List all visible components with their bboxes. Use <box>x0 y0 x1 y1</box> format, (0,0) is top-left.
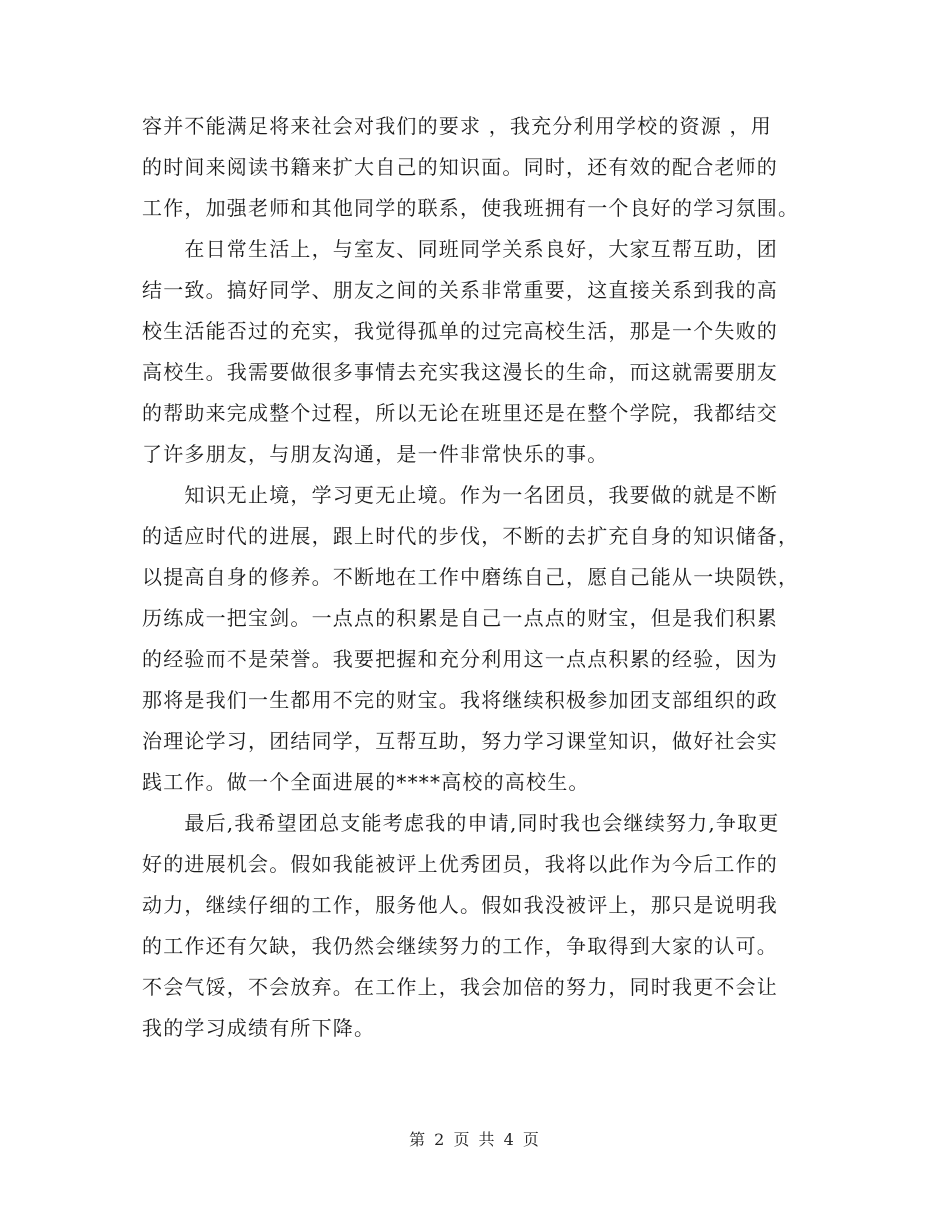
body-text-line: 校生活能否过的充实，我觉得孤单的过完高校生活，那是一个失败的 <box>142 319 778 343</box>
body-text-line: 工作，加强老师和其他同学的联系，使我班拥有一个良好的学习氛围。 <box>142 196 800 220</box>
body-text-line: 了许多朋友，与朋友沟通，是一件非常快乐的事。 <box>142 442 609 466</box>
body-text-line: 动力，继续仔细的工作，服务他人。假如我没被评上，那只是说明我 <box>142 893 778 917</box>
body-text-line: 知识无止境，学习更无止境。作为一名团员，我要做的就是不断 <box>142 483 778 507</box>
body-text-line: 以提高自身的修养。不断地在工作中磨练自己，愿自己能从一块陨铁， <box>142 565 800 589</box>
body-text-line: 高校生。我需要做很多事情去充实我这漫长的生命，而这就需要朋友 <box>142 360 778 384</box>
body-text-line: 我的学习成绩有所下降。 <box>142 1016 376 1040</box>
body-text-line: 结一致。搞好同学、朋友之间的关系非常重要，这直接关系到我的高 <box>142 278 778 302</box>
body-text-line: 治理论学习，团结同学，互帮互助，努力学习课堂知识，做好社会实 <box>142 729 778 753</box>
page-number-footer: 第 2 页 共 4 页 <box>409 1130 541 1149</box>
body-text-line: 不会气馁，不会放弃。在工作上，我会加倍的努力，同时我更不会让 <box>142 975 778 999</box>
body-text-line: 的时间来阅读书籍来扩大自己的知识面。同时，还有效的配合老师的 <box>142 155 778 179</box>
body-text-line: 的帮助来完成整个过程，所以无论在班里还是在整个学院，我都结交 <box>142 401 778 425</box>
body-text-line: 的经验而不是荣誉。我要把握和充分利用这一点点积累的经验，因为 <box>142 647 778 671</box>
body-text-line: 历练成一把宝剑。一点点的积累是自己一点点的财宝，但是我们积累 <box>142 606 778 630</box>
body-text-line: 好的进展机会。假如我能被评上优秀团员，我将以此作为今后工作的 <box>142 852 778 876</box>
body-text-line: 的适应时代的进展，跟上时代的步伐，不断的去扩充自身的知识储备， <box>142 524 800 548</box>
body-text-line: 的工作还有欠缺，我仍然会继续努力的工作，争取得到大家的认可。 <box>142 934 778 958</box>
body-text-line: 容并不能满足将来社会对我们的要求 ，我充分利用学校的资源 ，用 <box>142 114 772 138</box>
body-text-line: 那将是我们一生都用不完的财宝。我将继续积极参加团支部组织的政 <box>142 688 778 712</box>
body-text-line: 最后,我希望团总支能考虑我的申请,同时我也会继续努力,争取更 <box>142 811 780 835</box>
body-text-line: 践工作。做一个全面进展的****高校的高校生。 <box>142 770 590 794</box>
body-text-line: 在日常生活上，与室友、同班同学关系良好，大家互帮互助，团 <box>142 237 778 261</box>
